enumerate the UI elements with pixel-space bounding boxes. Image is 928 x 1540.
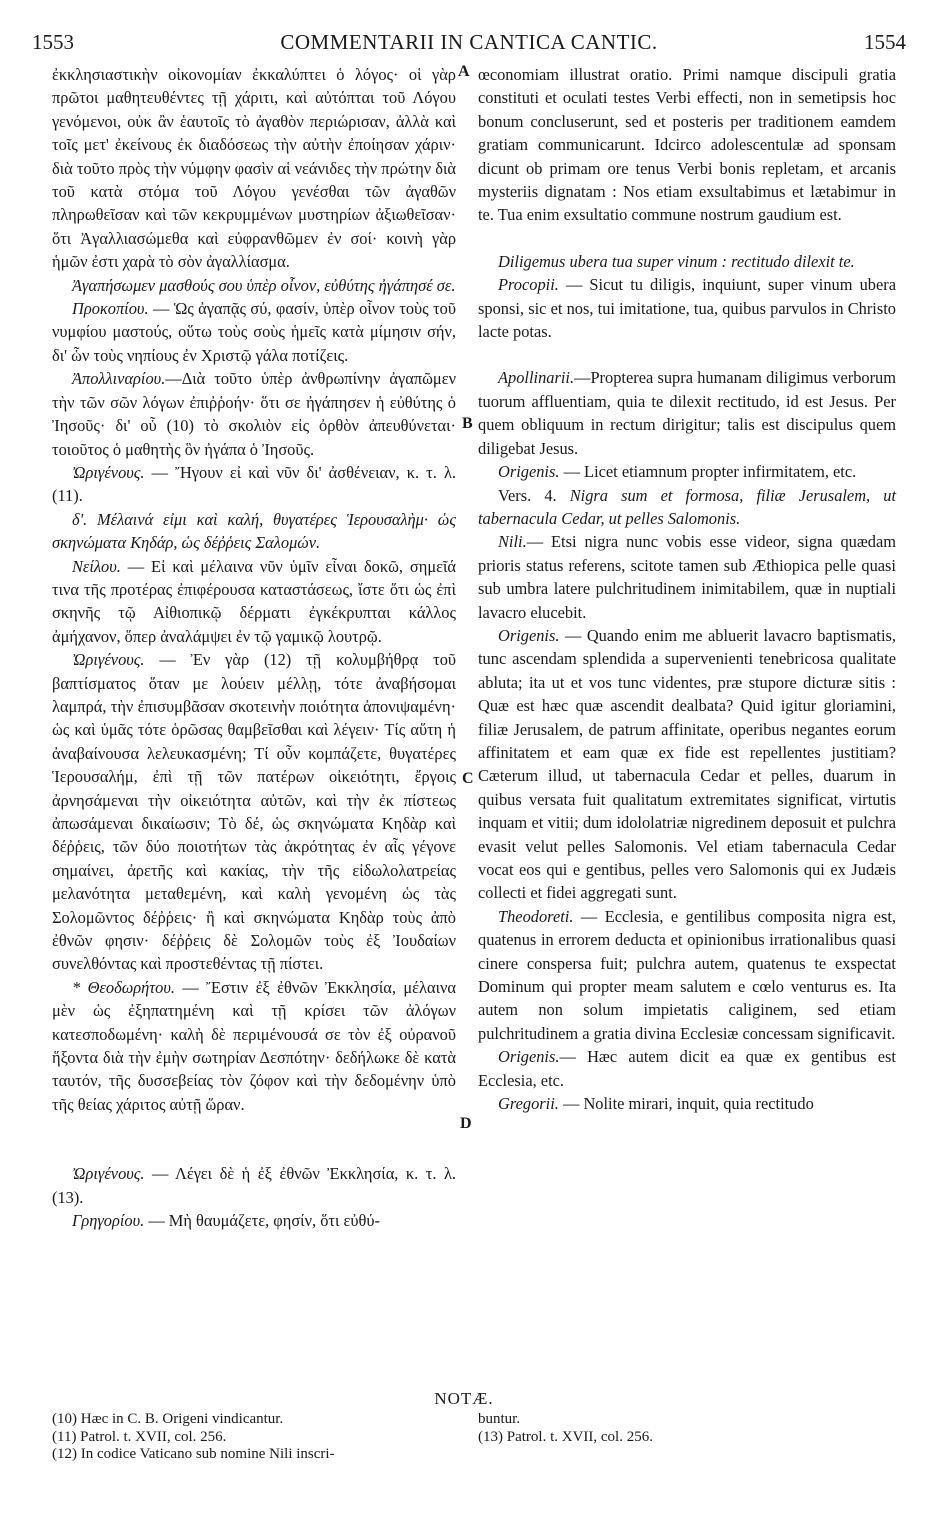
greek-paragraph: Νείλου. — Εἰ καὶ μέλαινα νῦν ὑμῖν εἶναι δοκῶ, σημεῖά τινα τῆς προτέρας ἐπιφέρουσα καταστάσεως, ἴστε ὅτι ὡς ἐπὶ σκηνῆς τῷ Αἰθιοπικῷ δέρματι ἐγκέκρυπται κάλλος ἀμήχανον, ὅπερ ἀναλάμψει ἐν τῷ γαμικῷ λουτρῷ. [52,556,456,646]
latin-paragraph: Gregorii. — Nolite mirari, inquit, quia rectitudo [498,1094,814,1114]
greek-verse-heading: δ'. Μέλαινά εἰμι καὶ καλή, θυγατέρες Ἱερουσαλὴμ· ὡς σκηνώματα Κηδάρ, ὡς δέῤῥεις Σαλομών. [52,509,456,553]
latin-paragraph: Nili.— Etsi nigra nunc vobis esse videor, signa quædam prioris status referens, scitote tamen sub Æthiopica pelle quasi sub umbra latere pulchritudinem inimitabilem, quæ in nuptiali lavacro elucebit. [478,532,896,622]
footnote: (13) Patrol. t. XVII, col. 256. [478,1428,653,1445]
greek-paragraph: ἐκκλησιαστικὴν οἰκονομίαν ἐκκαλύπτει ὁ λόγος· οἱ γὰρ πρῶτοι μαθητευθέντες τῇ χάριτι, καὶ αὐτόπται τοῦ Λόγου γενόμενοι, οὐκ ἂν ἑαυτοῖς τὸ ἀγαθὸν περιώρισαν, ἀλλὰ καὶ τοῖς μετ' ἐκείνους ἐκ διαδόσεως τὴν αὐτὴν ἐποίησαν χάριν· διὰ τοῦτο πρὸς τὴν νύμφην φασὶν αἱ νεάνιδες τὴν πρώτην διὰ τοῦ κατὰ στόμα τοῦ Λόγου γενέσθαι τῶν ἀγαθῶν πληρωθεῖσαν καὶ τῶν κεκρυμμένων μυστηρίων ἀξιωθεῖσαν· ὅτι Ἀγαλλιασώμεθα καὶ εὐφρανθῶμεν ἐν σοί· κοινὴ γὰρ ἡμῶν ἐστι χαρὰ τὸ σὸν ἀγαλλίασμα. [52,65,456,272]
footnote: (11) Patrol. t. XVII, col. 256. [52,1428,227,1445]
section-marker-c: C [462,770,474,787]
section-marker-d: D [460,1115,472,1132]
greek-paragraph: * Θεοδωρήτου. — Ἔστιν ἐξ ἐθνῶν Ἐκκλησία, μέλαινα μὲν ὡς ἐξηπατημένη καὶ τῇ κρίσει τῶν ἀλόγων κατεσποδωμένη· καλὴ δὲ περιμένουσά σε τὸν ἐξ οὐρανοῦ ἥξοντα διὰ τὴν ἐμὴν σωτηρίαν Δεσπότην· δεδήλωκε δὲ κατὰ ταυτόν, τῆς δυσσεβείας τὸν ζόφον καὶ τὴν δεδομένην ὑπὸ τῆς θείας χάριτος αὐτῇ ὥραν. [52,977,456,1114]
footnote: (10) Hæc in C. B. Origeni vindicantur. [52,1411,284,1427]
section-marker-a: A [458,63,470,80]
greek-paragraph: Ἀπολλιναρίου.—Διὰ τοῦτο ὑπὲρ ἀνθρωπίνην ἀγαπῶμεν τὴν τῶν σῶν λόγων ἐπιῤῥοήν· ὅτι σε ἠγάπησεν ἡ εὐθύτης ὁ Ἰησοῦς· δι' οὗ (10) τὸ σκολιὸν εἰς ὀρθὸν ἀπευθύνεται· τοιοῦτος ὁ μαθητὴς ὃν ἠγάπα ὁ Ἰησοῦς. [52,369,456,459]
greek-paragraph: Ὠριγένους. — Λέγει δὲ ἡ ἐξ ἐθνῶν Ἐκκλησία, κ. τ. λ. (13). [52,1164,456,1207]
page-header [32,30,906,60]
latin-verse-heading: Vers. 4. Nigra sum et formosa, filiæ Jerusalem, ut tabernacula Cedar, ut pelles Salomonis. [478,485,896,528]
running-title: COMMENTARII IN CANTICA CANTIC. [280,30,658,54]
section-marker-b: B [462,415,473,432]
latin-paragraph: Theodoreti. — Ecclesia, e gentilibus composita nigra est, quatenus in errorem deducta et opinionibus irrationalibus quasi cinere conspersa fuit; pulchra autem, quatenus te exspectat Dominum qui propter meam salutem e cœlo venturus es. Ita autem non solum impietatis caliginem, sed etiam pulchritudinem a gratia divina Ecclesiæ concessam significavit. [478,906,896,1043]
greek-paragraph: Γρηγορίου. — Μὴ θαυμάζετε, φησίν, ὅτι εὐθύ- [72,1211,380,1231]
greek-paragraph: Ὠριγένους. — Ἤγουν εἰ καὶ νῦν δι' ἀσθένειαν, κ. τ. λ. (11). [52,462,456,506]
latin-paragraph: Origenis. — Quando enim me abluerit lavacro baptismatis, tunc ascendam splendida a supervenienti tenebricosa qualitate abluta; ita ut et vos tunc videntes, præ stupore dicturæ sitis : Quæ est hæc quæ ascendit dealbata? Quid igitur gloriamini, filiæ Jerusalem, de patrum affinitate, operibus negantes eorum affinitatem et eam quæ ex fide est repellentes justitiam? Cæterum illud, ut tabernacula Cedar et pelles, duarum in quibus versata fuit qualitatum extremitates significat, virtutis inquam et vitii; dum idololatriæ nigredinem deposuit et pulchra evasit velut pelles Salomonis. Vel etiam tabernacula Cedar vocat eos qui e gentibus, pelles vero Salomonis qui ex Judæis collecti et fidei aggregati sunt. [478,625,896,903]
greek-paragraph: Προκοπίου. — Ὡς ἀγαπᾷς σύ, φασίν, ὑπὲρ οἶνον τοὺς τοῦ νυμφίου μαστούς, οὕτω τοὺς σοὺς ἡμεῖς κατὰ μίμησιν σήν, δι' ὧν τοὺς νηπίους ἐν Χριστῷ γάλα ποτίζεις. [52,299,456,365]
greek-verse-heading: Ἀγαπήσωμεν μασθούς σου ὑπὲρ οἶνον, εὐθύτης ἠγάπησέ σε. [72,275,456,295]
page-number-right: 1554 [864,30,906,54]
footnotes-left [52,1411,456,1464]
footnote: buntur. [478,1411,521,1427]
footnote: (12) In codice Vaticano sub nomine Nili inscri- [52,1446,335,1462]
greek-paragraph: Ὠριγένους. — Ἐν γὰρ (12) τῇ κολυμβήθρᾳ τοῦ βαπτίσματος ὅταν με λούειν μέλλῃ, τότε ἀναβήσομαι λαμπρά, τὴν ἐπισυμβᾶσαν σκοτεινὴν ποιότητα ἀπονιψαμένη· ὡς καὶ ὑμᾶς τότε ὁρῶσας θαμβεῖσθαι καὶ λέγειν· Τίς αὕτη ἡ ἀναβαίνουσα λελευκασμένη; Τί οὖν κομπάζετε, θυγατέρες Ἱερουσαλήμ, ἐπὶ τῇ τῶν πατέρων οἰκειότητι, ἔργοις ἀρνησάμεναι τὴν οἰκειότητα αὐτῶν, καὶ τὴν ἐκ πίστεως ἀπωσάμεναι δικαίωσιν; Τὸ δέ, ὡς σκηνώματα Κηδὰρ καὶ δέῤῥεις, τῶν δύο ποιοτήτων τὰς ἀκρότητας ἐν αἷς γέγονε σημαίνει, ἀρετῆς καὶ κακίας, τὴν τῆς εἰδωλολατρείας μελανότητα μεταθεμένη, καὶ καλὴ γενομένη ὡς τὰς Σολομῶντος δέῤῥεις· ἢ καὶ σκηνώματα Κηδὰρ τοὺς ἀπὸ ἐθνῶν φησιν· δέῤῥεις δὲ Σολομῶν τοὺς ἐξ Ἰουδαίων συνελθόντας καὶ προστεθέντας τῇ πίστει. [52,650,456,974]
latin-paragraph: Apollinarii.—Propterea supra humanam diligimus verborum tuorum affluentiam, quia te dilexit rectitudo, id est Jesus. Per quem obliquum in rectum dirigitur; talis est discipulus quem diligebat Jesus. [478,368,896,458]
latin-paragraph: œconomiam illustrat oratio. Primi namque discipuli gratia constituti et oculati testes Verbi effecti, non in semetipsis hoc bonum concluserunt, sed et posteris per traditionem eamdem gratiam communicarunt. Idcirco adolescentulæ ad sponsam dicunt ob primam ore tenus Verbi bonis repletam, et arcanis mysteriis dignatam : Nos etiam exsultabimus et lætabimur in te. Tua enim exsultatio commune nostrum gaudium est. [478,65,896,225]
page-number-left: 1553 [32,30,74,54]
latin-paragraph: Origenis. — Licet etiamnum propter infirmitatem, etc. [498,462,857,482]
greek-column [52,63,456,1233]
latin-verse-heading: Diligemus ubera tua super vinum : rectitudo dilexit te. [498,251,855,271]
notes-title: NOTÆ. [434,1389,494,1408]
footnotes-right [478,1411,896,1446]
latin-column [478,63,896,1115]
latin-paragraph: Procopii. — Sicut tu diligis, inquiunt, super vinum ubera sponsi, sic et nos, tui imitatione, tua, quibus parvulos in Christo lacte potas. [478,275,896,342]
latin-paragraph: Origenis.— Hæc autem dicit ea quæ ex gentibus est Ecclesia, etc. [478,1047,896,1090]
